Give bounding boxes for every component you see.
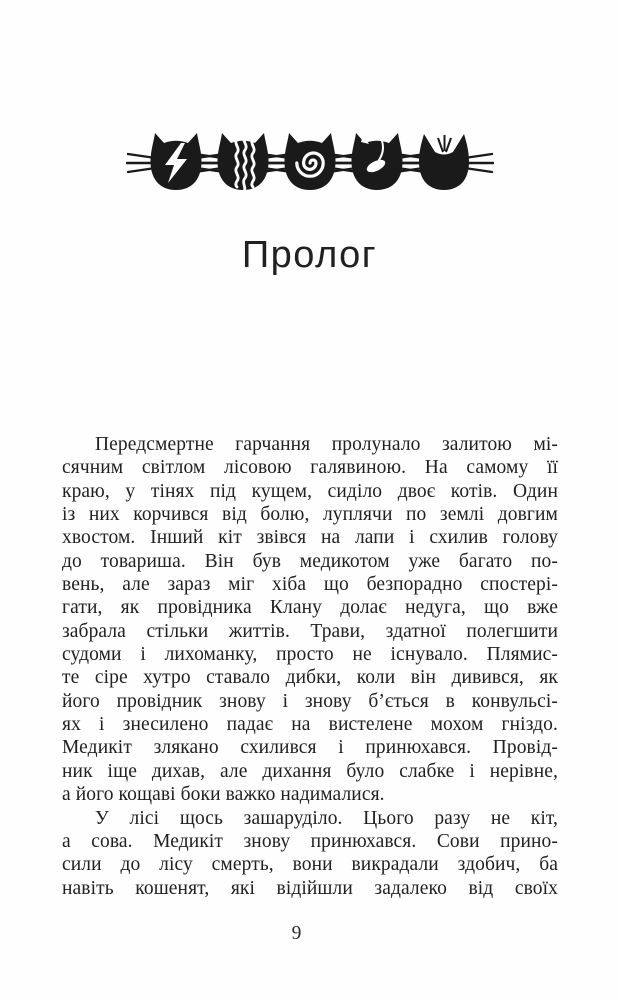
- text-line: судоми і лихоманку, просто не існувало. Плямис-: [62, 644, 558, 666]
- text-line: із них корчився від болю, луплячи по землі довгим: [62, 504, 558, 526]
- text-line: хвостом. Інший кіт звівся на лапи і схилив голову: [62, 527, 558, 549]
- text-line: те сіре хутро ставало дибки, коли він дивився, як: [62, 667, 558, 689]
- text-line: Медикіт злякано схилився і принюхався. Провід-: [62, 737, 558, 759]
- body-text: [62, 433, 558, 900]
- cat-claw-ears-icon: [394, 130, 494, 194]
- page-number: 9: [291, 923, 302, 944]
- text-line: краю, у тінях під кущем, сиділо двоє котів. Один: [62, 480, 558, 502]
- text-line: а його кощаві боки важко надималися.: [62, 784, 385, 806]
- clan-icons-row: [126, 130, 494, 194]
- text-line: гати, як провідника Клану долає недуга, що вже: [62, 597, 558, 619]
- text-line: сячним світлом лісовою галявиною. На самому її: [62, 457, 558, 479]
- text-line: Передсмертне гарчання пролунало залитою мі-: [95, 434, 558, 455]
- text-line: У лісі щось зашаруділо. Цього разу не кіт,: [95, 807, 558, 829]
- text-line: ник іще дихав, але дихання було слабке і нерівне,: [62, 760, 558, 782]
- text-line: а сова. Медикіт знову принюхався. Сови прино-: [62, 830, 558, 852]
- text-line: навіть кошенят, які відійшли задалеко від своїх: [62, 877, 558, 899]
- text-line: забрала стільки життів. Трави, здатної полегшити: [62, 620, 558, 642]
- text-line: його провідник знову і знову б’ється в конвульсі-: [62, 690, 558, 712]
- text-line: вень, але зараз міг хіба що безпорадно спостері-: [62, 574, 558, 596]
- text-line: ях і знесилено падає на вистелене мохом гніздо.: [62, 714, 558, 736]
- text-line: сили до лісу смерть, вони викрадали здобич, ба: [62, 854, 558, 876]
- chapter-title: Пролог: [241, 234, 378, 276]
- text-line: до товариша. Він був медикотом уже багато по-: [62, 550, 558, 572]
